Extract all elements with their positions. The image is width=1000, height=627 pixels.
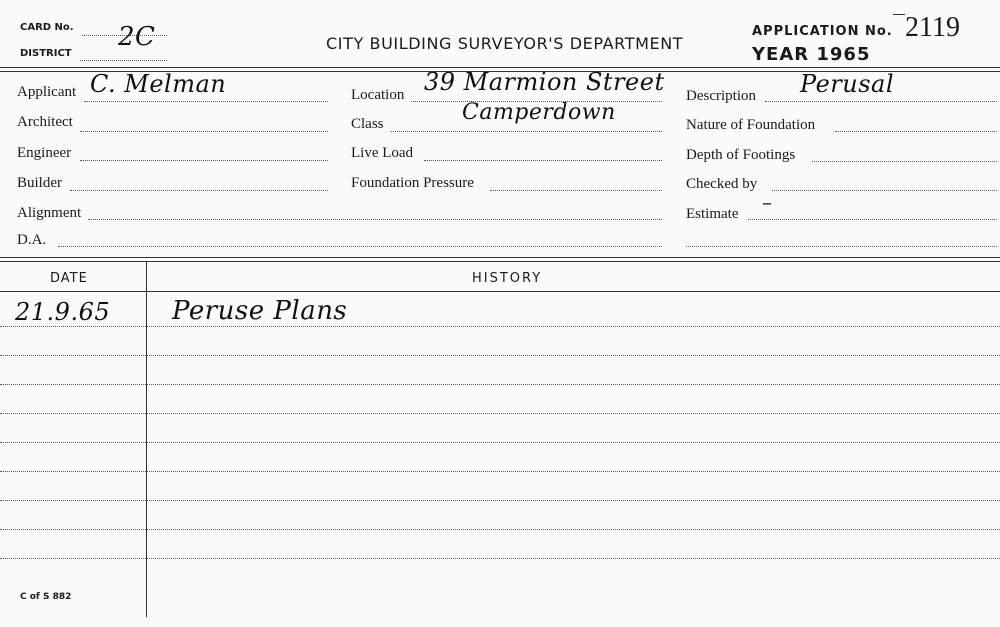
ruled-line [0, 529, 1000, 530]
ruled-line [0, 413, 1000, 414]
architect-line [80, 131, 328, 132]
ruled-line [0, 326, 1000, 327]
card-no-value: 2C [118, 22, 156, 52]
section-rule-top [0, 257, 1000, 258]
depth-footings-label: Depth of Footings [686, 147, 796, 163]
checked-by-label: Checked by [686, 176, 758, 192]
alignment-label: Alignment [17, 205, 82, 221]
application-number: 2119 [905, 12, 960, 43]
ruled-line [0, 355, 1000, 356]
location-value: 39 Marmion Street [424, 68, 665, 96]
applicant-line [84, 101, 328, 102]
live-load-label: Live Load [351, 145, 414, 161]
applicant-label: Applicant [17, 84, 77, 100]
engineer-line [80, 160, 328, 161]
foundation-pressure-label: Foundation Pressure [351, 175, 474, 191]
description-label: Description [686, 88, 756, 104]
builder-label: Builder [17, 175, 62, 191]
description-value: Perusal [800, 70, 895, 98]
nature-foundation-label: Nature of Foundation [686, 117, 816, 133]
class-value: Camperdown [462, 100, 616, 125]
architect-label: Architect [17, 114, 73, 130]
estimate-value: – [762, 190, 773, 214]
alignment-line [88, 219, 662, 220]
section-rule-bottom [0, 261, 1000, 262]
depth-footings-line [812, 161, 997, 162]
ruled-line [0, 471, 1000, 472]
da-line [58, 246, 662, 247]
live-load-line [424, 160, 662, 161]
district-line [80, 60, 167, 61]
class-line [391, 131, 662, 132]
date-column-divider [146, 261, 147, 617]
location-label: Location [351, 87, 405, 103]
table-header-rule [0, 291, 1000, 292]
estimate-label: Estimate [686, 206, 739, 222]
year-label: YEAR 1965 [752, 44, 871, 65]
form-code: C of S 882 [20, 592, 72, 602]
nature-foundation-line [835, 131, 997, 132]
extra-line [686, 246, 997, 247]
ruled-line [0, 558, 1000, 559]
history-entry-text: Peruse Plans [172, 296, 348, 326]
applicant-value: C. Melman [90, 70, 227, 98]
da-label: D.A. [17, 232, 47, 248]
builder-line [70, 190, 328, 191]
history-entry-date: 21.9.65 [15, 298, 111, 326]
ruled-line [0, 442, 1000, 443]
ruled-line [0, 384, 1000, 385]
foundation-pressure-line [490, 190, 662, 191]
description-line [765, 101, 997, 102]
engineer-label: Engineer [17, 145, 72, 161]
class-label: Class [351, 116, 384, 132]
estimate-line [748, 219, 997, 220]
checked-by-line [772, 190, 997, 191]
district-label: DISTRICT [20, 48, 72, 59]
application-dash [893, 14, 905, 15]
department-title: CITY BUILDING SURVEYOR'S DEPARTMENT [326, 34, 684, 53]
card-no-label: CARD No. [20, 22, 74, 33]
ruled-line [0, 500, 1000, 501]
application-label: APPLICATION No. [752, 24, 893, 39]
date-header: DATE [50, 271, 88, 286]
history-header: HISTORY [472, 271, 543, 286]
